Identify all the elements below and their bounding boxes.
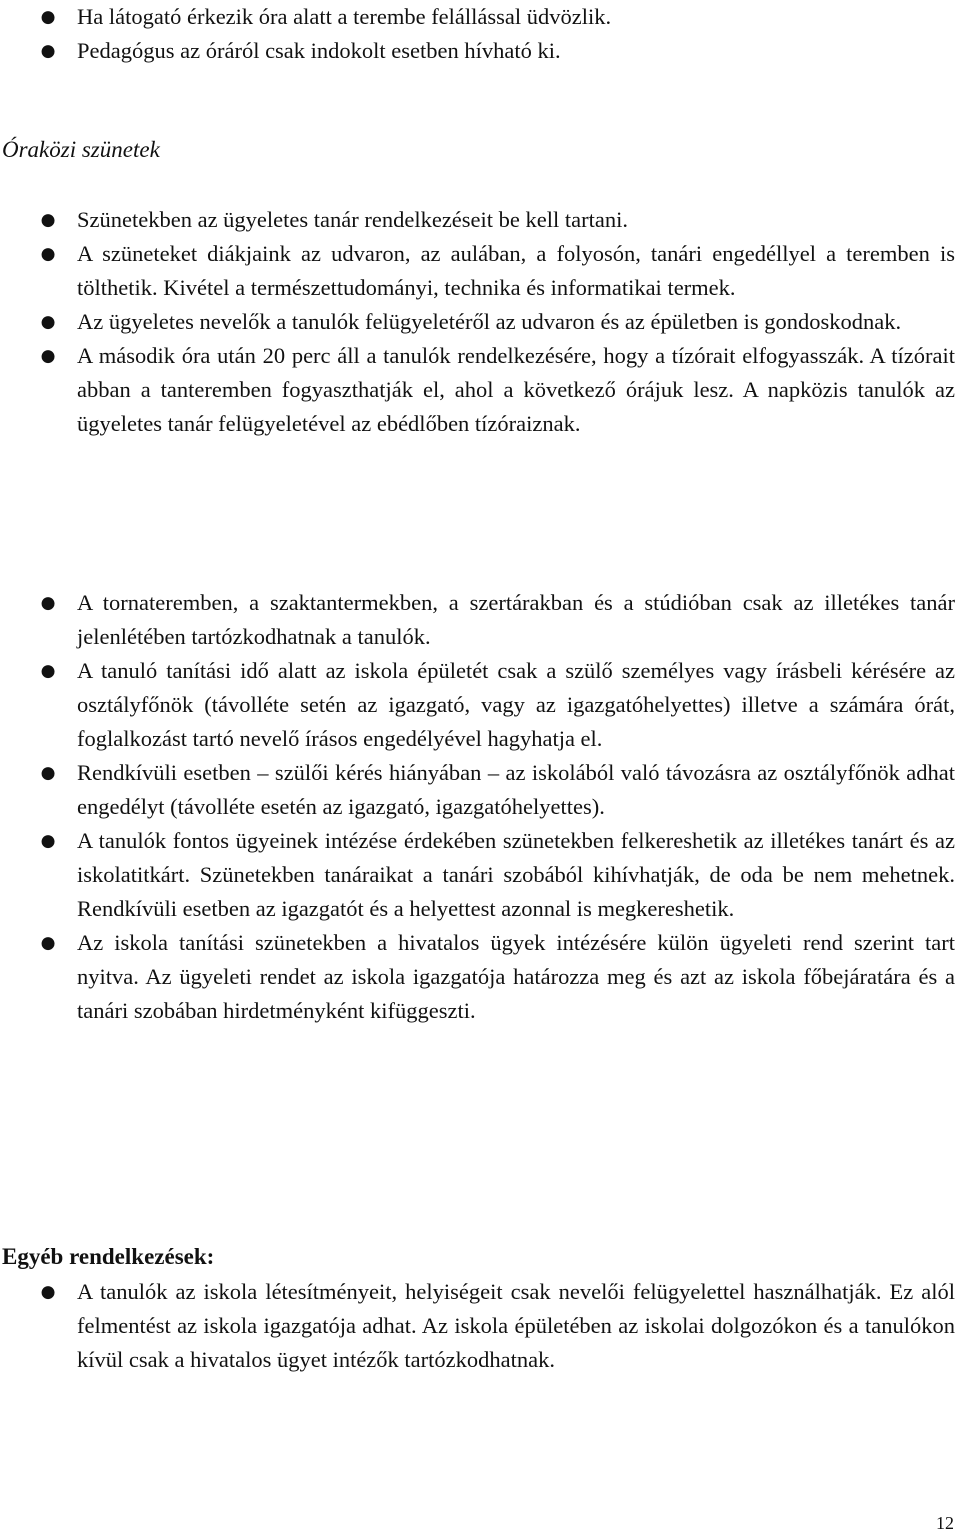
list-item-text: A tanuló tanítási idő alatt az iskola épületét csak a szülő személyes vagy írásbeli kérésére az osztályfőnök (távolléte setén az igazgató, vagy az igazgatóhelyettes) illetve a számára órát, foglalkozást tartó nevelő írásos engedélyével hagyhatja el. bbox=[77, 658, 955, 751]
bullet-icon: ● bbox=[40, 210, 56, 230]
list-item bbox=[0, 34, 955, 68]
other-bullet-list bbox=[0, 1275, 955, 1377]
list-item bbox=[0, 1275, 955, 1377]
bullet-icon: ● bbox=[40, 593, 56, 613]
breaks-bullet-list bbox=[0, 203, 955, 441]
section-heading-other: Egyéb rendelkezések: bbox=[2, 1244, 215, 1269]
list-item-text: A szüneteket diákjaink az udvaron, az aulában, a folyosón, tanári engedéllyel a teremben is tölthetik. Kivétel a természettudományi, technika és informatikai termek. bbox=[77, 241, 955, 300]
list-item bbox=[0, 654, 955, 756]
bullet-icon: ● bbox=[40, 1282, 56, 1302]
list-item bbox=[0, 824, 955, 926]
list-item bbox=[0, 756, 955, 824]
list-item bbox=[0, 0, 955, 34]
list-item-text: A tanulók az iskola létesítményeit, helyiségeit csak nevelői felügyelettel használhatják. Ez alól felmentést az iskola igazgatója adhat. Az iskola épületében az iskolai dolgozókon és a tanulókon kívül csak a hivatalos ügyet intézők tartózkodhatnak. bbox=[77, 1279, 955, 1372]
list-item-text: A tornateremben, a szaktantermekben, a szertárakban és a stúdióban csak az illetékes tanár jelenlétében tartózkodhatnak a tanulók. bbox=[77, 590, 955, 649]
section-heading-breaks: Óraközi szünetek bbox=[2, 137, 160, 162]
page-number: 12 bbox=[936, 1513, 954, 1533]
bullet-icon: ● bbox=[40, 831, 56, 851]
bullet-icon: ● bbox=[40, 7, 56, 27]
list-item-text: Az ügyeletes nevelők a tanulók felügyeletéről az udvaron és az épületben is gondoskodnak. bbox=[77, 309, 902, 334]
list-item-text: Pedagógus az óráról csak indokolt esetben hívható ki. bbox=[77, 38, 561, 63]
bullet-icon: ● bbox=[40, 346, 56, 366]
bullet-icon: ● bbox=[40, 312, 56, 332]
list-item bbox=[0, 926, 955, 1028]
bullet-icon: ● bbox=[40, 244, 56, 264]
list-item-text: Ha látogató érkezik óra alatt a terembe felállással üdvözlik. bbox=[77, 4, 612, 29]
bullet-icon: ● bbox=[40, 763, 56, 783]
list-item-text: A tanulók fontos ügyeinek intézése érdekében szünetekben felkereshetik az illetékes tanárt és az iskolatitkárt. Szünetekben tanáraikat a tanári szobából kihívhatják, de oda be nem mehetnek. Rendkívüli esetben az igazgatót és a helyettest azonnal is megkereshetik. bbox=[77, 828, 955, 921]
list-item bbox=[0, 339, 955, 441]
bullet-icon: ● bbox=[40, 41, 56, 61]
list-item bbox=[0, 203, 955, 237]
top-bullet-list bbox=[0, 0, 955, 68]
list-item bbox=[0, 586, 955, 654]
rules-bullet-list bbox=[0, 586, 955, 1028]
bullet-icon: ● bbox=[40, 661, 56, 681]
list-item-text: Rendkívüli esetben – szülői kérés hiányában – az iskolából való távozásra az osztályfőnök adhat engedélyt (távolléte esetén az igazgató, igazgatóhelyettes). bbox=[77, 760, 955, 819]
bullet-icon: ● bbox=[40, 933, 56, 953]
list-item bbox=[0, 305, 955, 339]
list-item bbox=[0, 237, 955, 305]
list-item-text: Az iskola tanítási szünetekben a hivatalos ügyek intézésére külön ügyeleti rend szerint tart nyitva. Az ügyeleti rendet az iskola igazgatója határozza meg és azt az iskola főbejáratára és a tanári szobában hirdetményként kifüggeszti. bbox=[77, 930, 955, 1023]
list-item-text: Szünetekben az ügyeletes tanár rendelkezéseit be kell tartani. bbox=[77, 207, 628, 232]
list-item-text: A második óra után 20 perc áll a tanulók rendelkezésére, hogy a tízórait elfogyasszák. A tízórait abban a tanteremben fogyaszthatják el, ahol a következő órájuk lesz. A napközis tanulók az ügyeletes tanár felügyeletével az ebédlőben tízóraiznak. bbox=[77, 343, 955, 436]
